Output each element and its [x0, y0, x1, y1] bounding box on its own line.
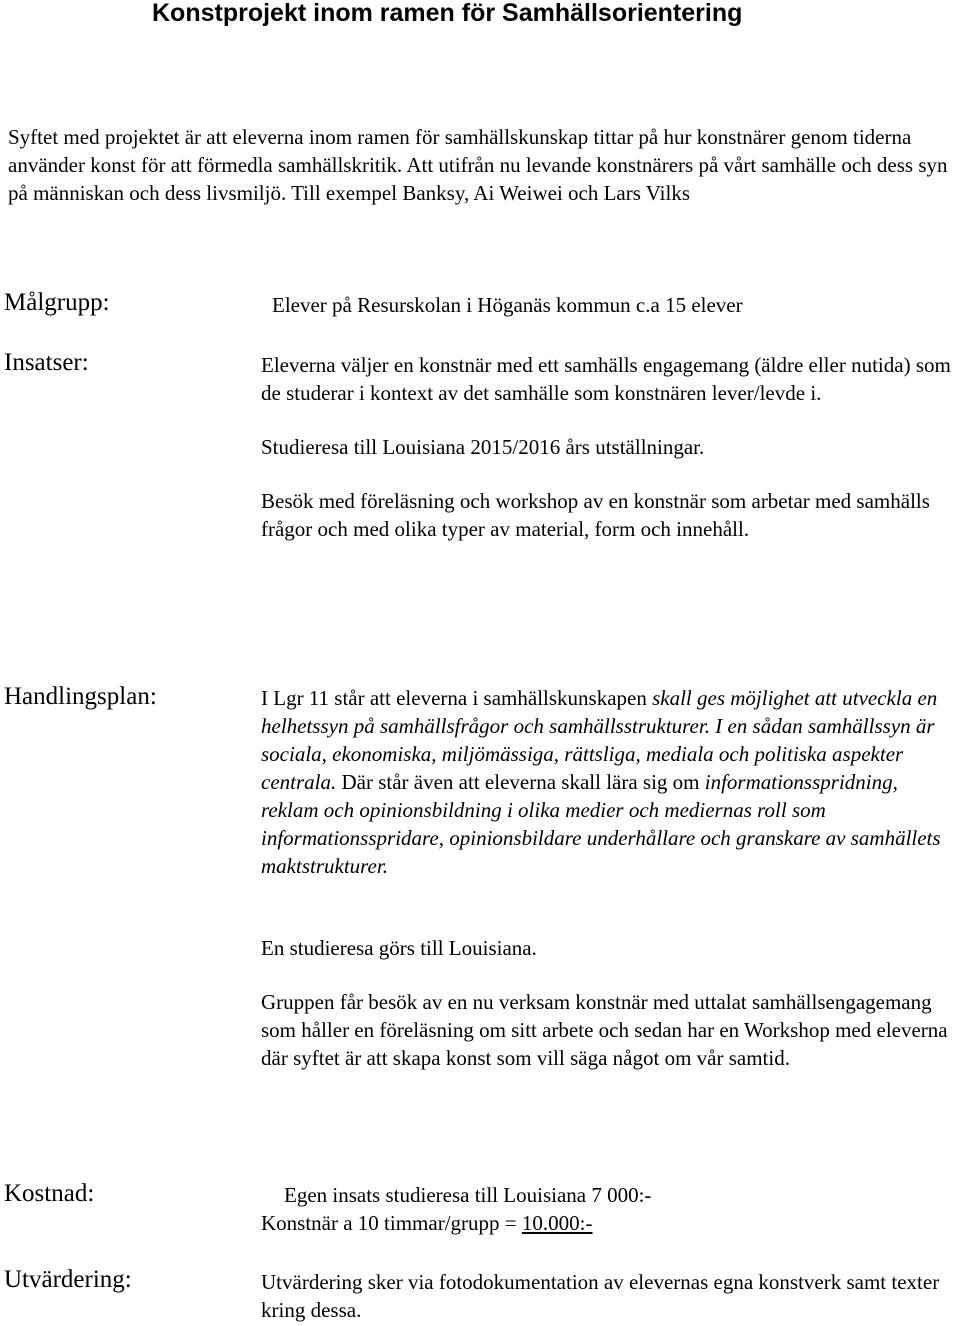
kostnad-label: Kostnad: — [4, 1180, 95, 1207]
insatser-paragraph-3: Besök med föreläsning och workshop av en konstnär som arbetar med samhälls frågor och med olika typer av material, form och innehåll. — [261, 489, 930, 541]
insatser-paragraph-1: Eleverna väljer en konstnär med ett samhälls engagemang (äldre eller nutida) som de studerar i kontext av det samhälle som konstnären lever/levde i. — [261, 353, 951, 405]
intro-paragraph: Syftet med projektet är att eleverna inom ramen för samhällskunskap tittar på hur konstnärer genom tiderna använder konst för att förmedla samhällskritik. Att utifrån nu levande konstnärers på vårt samhälle och dess syn på människan och dess livsmiljö. Till exempel Banksy, Ai Weiwei och Lars Vilks — [8, 125, 948, 205]
handlingsplan-paragraph-3: Gruppen får besök av en nu verksam konstnär med uttalat samhällsengagemang som håller en föreläsning om sitt arbete och sedan har en Workshop med eleverna där syftet är att skapa konst som vill säga något om vår samtid. — [261, 990, 948, 1070]
insatser-label: Insatser: — [4, 349, 89, 376]
utvardering-label: Utvärdering: — [4, 1266, 132, 1293]
handlingsplan-text-2: Där står även att eleverna skall lära sig om — [336, 770, 705, 794]
handlingsplan-quote-1: skall ges möjlighet att utveckla en helhetssyn på samhällsfrågor och samhällsstrukturer. I en sådan samhällssyn är sociala, ekonomiska, miljömässiga, rättsliga, mediala och politiska aspekter centrala. — [261, 686, 938, 794]
kostnad-line-1: Egen insats studieresa till Louisiana 7 000:- — [284, 1183, 652, 1207]
kostnad-line-2 — [261, 1209, 958, 1237]
handlingsplan-paragraph-1 — [261, 684, 958, 880]
utvardering-text: Utvärdering sker via fotodokumentation av elevernas egna konstverk samt texter kring dessa. — [261, 1270, 940, 1322]
handlingsplan-paragraph-2: En studieresa görs till Louisiana. — [261, 936, 537, 960]
handlingsplan-label: Handlingsplan: — [4, 683, 157, 710]
handlingsplan-quote-2: informationsspridning, reklam och opinionsbildning i olika medier och mediernas roll som informationsspridare, opinionsbildare underhållare och granskare av samhällets maktstrukturer. — [261, 770, 941, 878]
handlingsplan-section — [261, 684, 958, 1072]
kostnad-amount: 10.000:- — [521, 1211, 593, 1235]
insatser-paragraph-2: Studieresa till Louisiana 2015/2016 års utställningar. — [261, 435, 705, 459]
page-title: Konstprojekt inom ramen för Samhällsorientering — [152, 0, 743, 27]
insatser-section — [261, 351, 958, 543]
malgrupp-label: Målgrupp: — [4, 289, 110, 316]
handlingsplan-text-1: I Lgr 11 står att eleverna i samhällskunskapen — [261, 686, 653, 710]
malgrupp-text: Elever på Resurskolan i Höganäs kommun c.a 15 elever — [272, 293, 743, 317]
kostnad-line-2-prefix: Konstnär a 10 timmar/grupp = — [261, 1211, 522, 1235]
